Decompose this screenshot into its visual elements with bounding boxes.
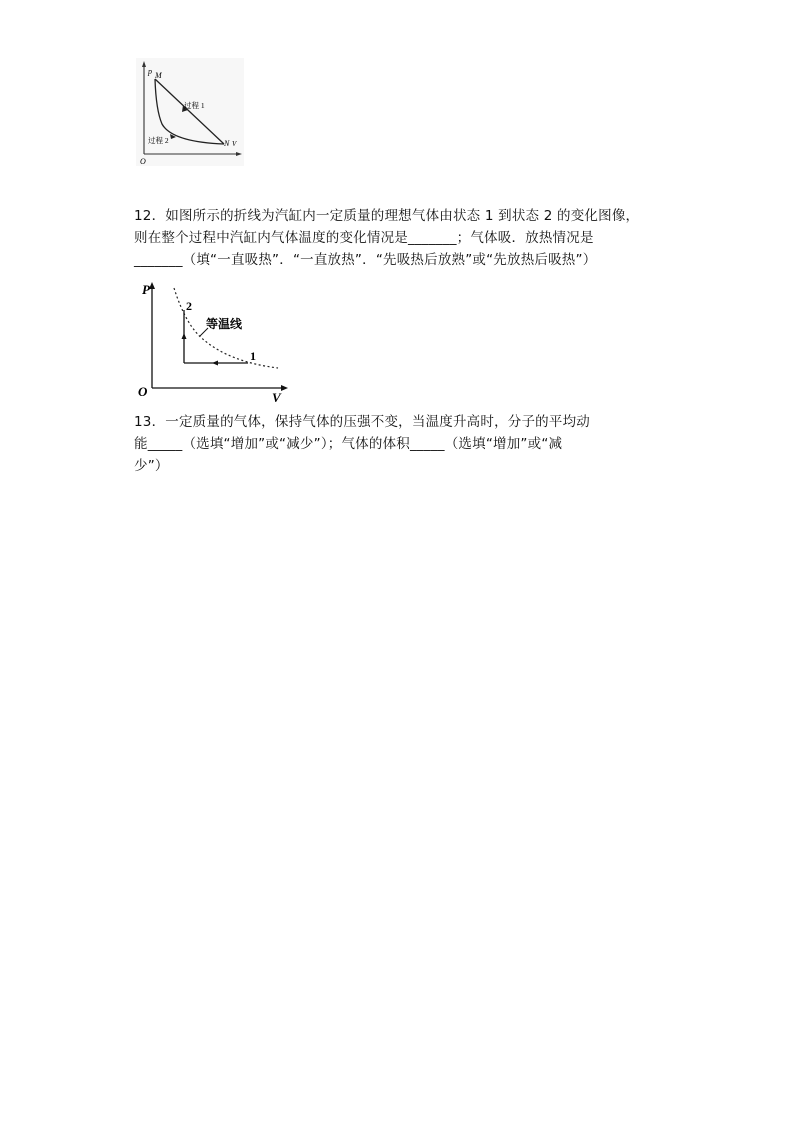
m-point-label: M (155, 71, 162, 80)
question-12-line-3: _______（填“一直吸热”．“一直放热”．“先吸热后放熟”或“先放热后吸热”） (134, 252, 597, 268)
isotherm-label: 等温线 (206, 317, 243, 331)
n-point-label: N (224, 139, 230, 148)
v-axis-label: V (232, 140, 237, 148)
figure-isotherm-diagram (134, 278, 294, 404)
isochoric-arrow (182, 333, 187, 339)
question-13-line-1: 13．一定质量的气体，保持气体的压强不变，当温度升高时，分子的平均动 (134, 414, 590, 430)
question-13-line-3: 少”） (134, 458, 169, 474)
question-12 (134, 205, 694, 271)
state-2-label: 2 (186, 299, 192, 313)
process-1-label: 过程 1 (184, 101, 205, 110)
question-12-line-2: 则在整个过程中汽缸内气体温度的变化情况是_______；气体吸．放热情况是 (134, 230, 594, 246)
p-axis-label: p (148, 67, 152, 76)
process-diagram-svg (136, 58, 244, 166)
figure-process-diagram (136, 58, 244, 166)
origin-label: O (140, 157, 146, 166)
p-axis-label: P (142, 282, 150, 297)
origin-label: O (138, 384, 148, 399)
question-13-line-2: 能_____（选填“增加”或“减少”）；气体的体积_____（选填“增加”或“减 (134, 436, 563, 452)
isobaric-arrow (212, 361, 218, 366)
v-axis-arrow (281, 385, 288, 391)
isotherm-diagram-svg (134, 278, 294, 404)
question-12-line-1: 12．如图所示的折线为汽缸内一定质量的理想气体由状态 1 到状态 2 的变化图像， (134, 208, 640, 224)
process-2-label: 过程 2 (148, 136, 169, 145)
v-axis-label: V (272, 390, 281, 404)
state-1-label: 1 (250, 349, 256, 363)
question-13 (134, 411, 694, 477)
